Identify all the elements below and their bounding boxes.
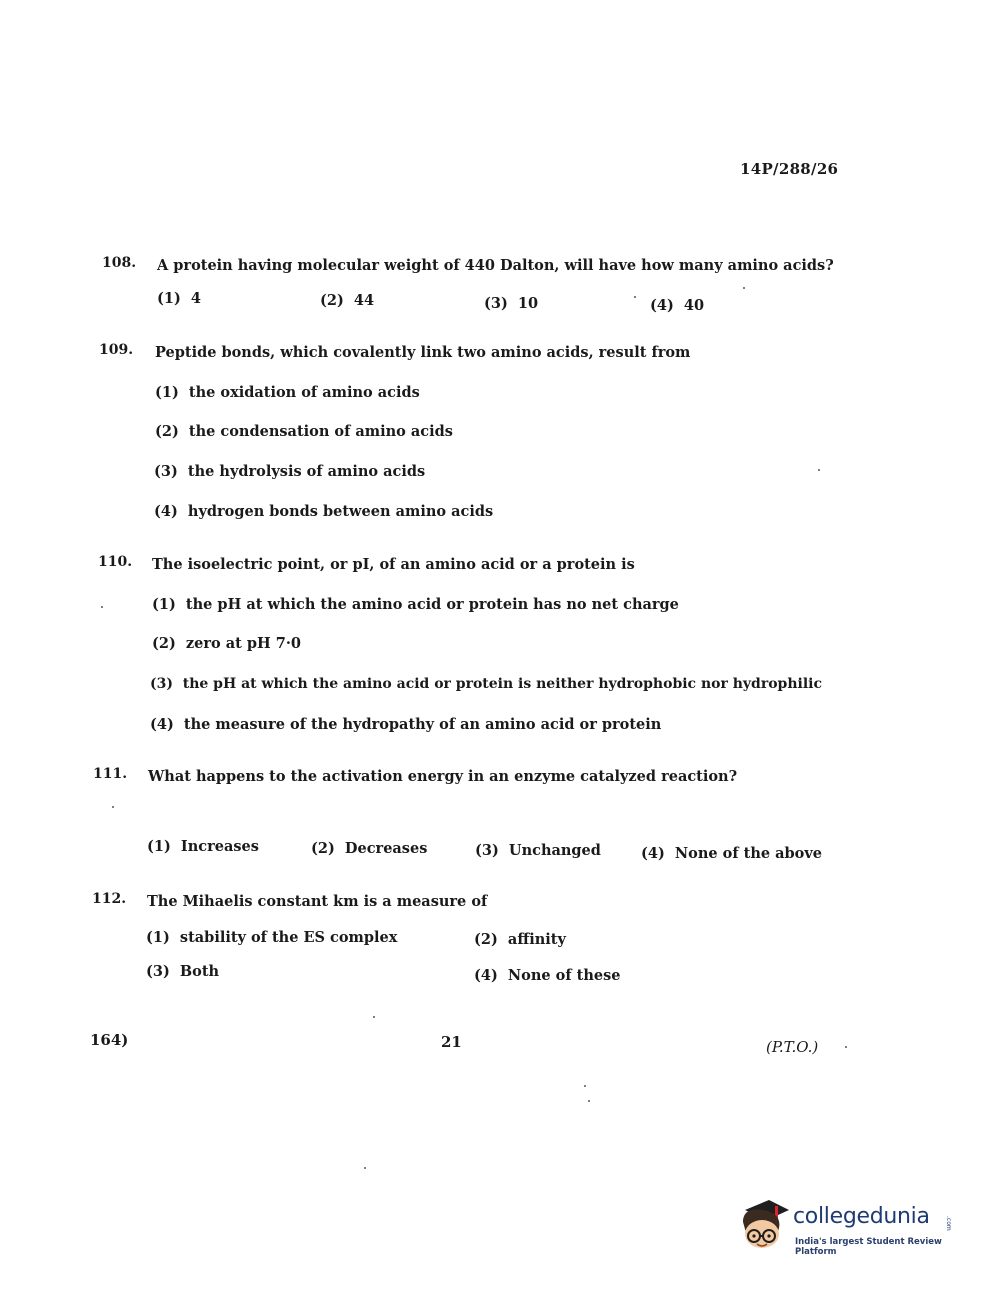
scan-speck	[584, 1085, 586, 1087]
pto-mark: (P.T.O.)	[766, 1038, 819, 1056]
collegedunia-logo	[735, 1196, 965, 1260]
option-109-4: (4) hydrogen bonds between amino acids	[154, 503, 494, 520]
option-109-2: (2) the condensation of amino acids	[155, 423, 453, 440]
paper-code: 14P/288/26	[740, 160, 839, 178]
question-text-109: Peptide bonds, which covalently link two amino acids, result from	[155, 344, 691, 361]
option-112-2: (2) affinity	[474, 931, 566, 948]
option-111-3: (3) Unchanged	[475, 842, 601, 859]
option-110-4: (4) the measure of the hydropathy of an amino acid or protein	[150, 716, 662, 733]
scan-speck	[112, 806, 114, 808]
scan-speck	[364, 1167, 366, 1169]
question-number-112: 112.	[92, 891, 127, 907]
question-number-109: 109.	[99, 342, 134, 358]
question-text-112: The Mihaelis constant km is a measure of	[147, 893, 488, 910]
option-112-1: (1) stability of the ES complex	[146, 929, 398, 946]
question-number-111: 111.	[93, 766, 128, 782]
scan-speck	[818, 469, 820, 471]
graduate-mascot-icon	[735, 1196, 793, 1258]
option-110-1: (1) the pH at which the amino acid or protein has no net charge	[152, 596, 679, 613]
scan-speck	[101, 606, 103, 608]
footer-left: 164)	[90, 1031, 129, 1049]
option-108-3: (3) 10	[484, 295, 539, 312]
scan-speck	[634, 296, 636, 298]
option-110-2: (2) zero at pH 7·0	[152, 635, 301, 652]
page-number: 21	[441, 1033, 462, 1051]
option-108-4: (4) 40	[650, 297, 705, 314]
option-110-3: (3) the pH at which the amino acid or protein is neither hydrophobic nor hydrophilic	[150, 676, 822, 692]
question-text-110: The isoelectric point, or pI, of an amino acid or a protein is	[152, 556, 635, 573]
option-109-3: (3) the hydrolysis of amino acids	[154, 463, 426, 480]
option-112-4: (4) None of these	[474, 967, 621, 984]
scan-speck	[373, 1016, 375, 1018]
option-108-1: (1) 4	[157, 290, 202, 307]
logo-suffix: .com	[945, 1216, 952, 1231]
logo-wordmark: collegedunia	[793, 1204, 930, 1229]
option-111-1: (1) Increases	[147, 838, 259, 855]
option-111-2: (2) Decreases	[311, 840, 428, 857]
option-112-3: (3) Both	[146, 963, 220, 980]
question-text-111: What happens to the activation energy in an enzyme catalyzed reaction?	[148, 768, 738, 785]
option-108-2: (2) 44	[320, 292, 375, 309]
question-text-108: A protein having molecular weight of 440 Dalton, will have how many amino acids?	[157, 257, 834, 274]
question-number-110: 110.	[98, 554, 133, 570]
scan-speck	[588, 1100, 590, 1102]
logo-tagline: India's largest Student Review Platform	[795, 1237, 942, 1257]
option-111-4: (4) None of the above	[641, 845, 822, 862]
question-number-108: 108.	[102, 255, 137, 271]
option-109-1: (1) the oxidation of amino acids	[155, 384, 420, 401]
scan-speck	[845, 1046, 847, 1048]
scan-speck	[743, 287, 745, 289]
